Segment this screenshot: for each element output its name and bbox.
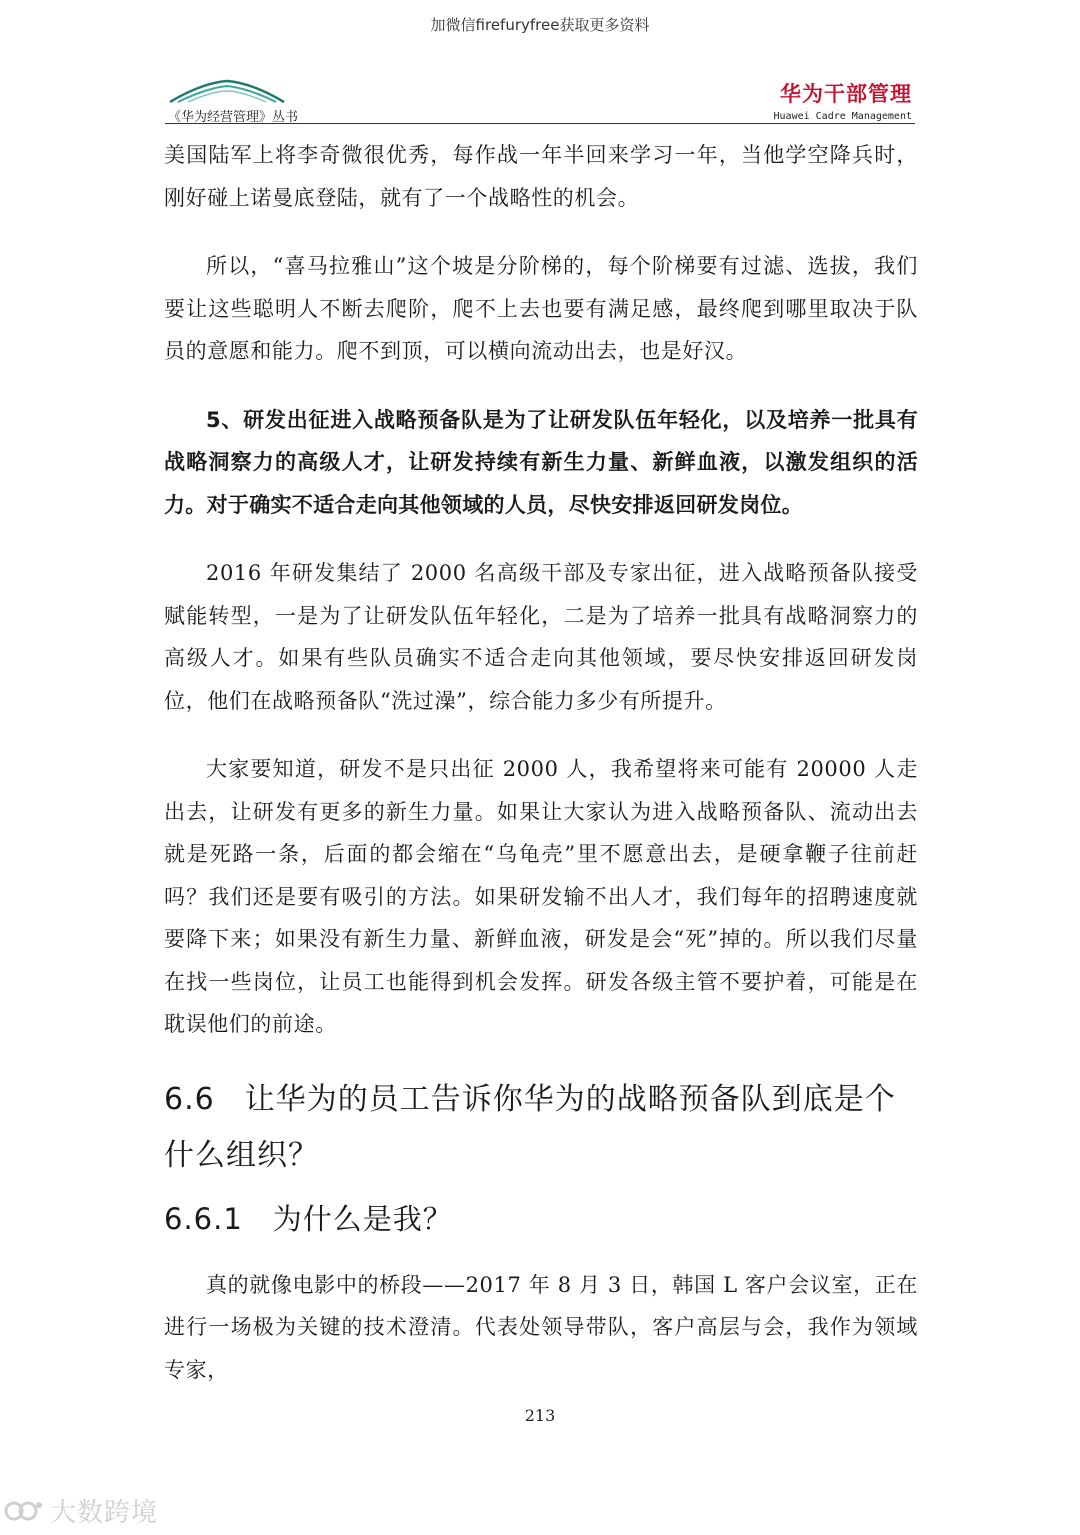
brand-english: Huawei Cadre Management [773, 111, 912, 122]
top-note: 加微信firefuryfree获取更多资料 [430, 16, 650, 34]
watermark-text: 大数跨境 [50, 1498, 159, 1528]
paragraph-4: 2016 年研发集结了 2000 名高级干部及专家出征，进入战略预备队接受赋能转型，一是为了让研发队伍年轻化，二是为了培养一批具有战略洞察力的高级人才。如果有些队员确实不适合走向其他领域，要尽快安排返回研发岗位，他们在战略预备队“洗过澡”，综合能力多少有所提升。 [164, 561, 918, 713]
header-divider [165, 123, 915, 124]
paragraph-5: 大家要知道，研发不是只出征 2000 人，我希望将来可能有 20000 人走出去，让研发有更多的新生力量。如果让大家认为进入战略预备队、流动出去就是死路一条，后面的都会缩在“乌龟壳”里不愿意出去，是硬拿鞭子往前赶吗？我们还是要有吸引的方法。如果研发输不出人才，我们每年的招聘速度就要降下来；如果没有新生力量、新鲜血液，研发是会“死”掉的。所以我们尽量在找一些岗位，让员工也能得到机会发挥。研发各级主管不要护着，可能是在耽误他们的前途。 [164, 757, 918, 1036]
subsection-title: 为什么是我？ [272, 1201, 453, 1236]
section-number: 6.6 [164, 1081, 215, 1117]
watermark [4, 1492, 158, 1529]
subsection-heading-6-6-1 [164, 1194, 918, 1244]
mountain-logo-icon [168, 78, 286, 104]
subsection-number: 6.6.1 [164, 1201, 243, 1236]
paragraph-3-bold: 5、研发出征进入战略预备队是为了让研发队伍年轻化，以及培养一批具有战略洞察力的高级人才，让研发持续有新生力量、新鲜血液，以激发组织的活力。对于确实不适合走向其他领域的人员，尽快安排返回研发岗位。 [164, 407, 918, 517]
section-title: 让华为的员工告诉你华为的战略预备队到底是个什么组织？ [164, 1081, 896, 1173]
section-heading-6-6 [164, 1072, 918, 1184]
watermark-logo-icon [4, 1496, 44, 1526]
paragraph-6: 真的就像电影中的桥段——2017 年 8 月 3 日，韩国 L 客户会议室，正在进行一场极为关键的技术澄清。代表处领导带队，客户高层与会，我作为领域专家， [164, 1272, 918, 1382]
paragraph-1: 美国陆军上将李奇微很优秀，每作战一年半回来学习一年，当他学空降兵时，刚好碰上诺曼底登陆，就有了一个战略性的机会。 [164, 143, 918, 210]
series-title: 《华为经营管理》丛书 [168, 110, 299, 125]
page-number: 213 [524, 1406, 556, 1425]
brand [774, 78, 912, 122]
page-content [164, 134, 918, 1417]
brand-chinese: 华为干部管理 [780, 82, 912, 106]
paragraph-2: 所以，“喜马拉雅山”这个坡是分阶梯的，每个阶梯要有过滤、选拔，我们要让这些聪明人不断去爬阶，爬不上去也要有满足感，最终爬到哪里取决于队员的意愿和能力。爬不到顶，可以横向流动出去，也是好汉。 [164, 254, 918, 363]
